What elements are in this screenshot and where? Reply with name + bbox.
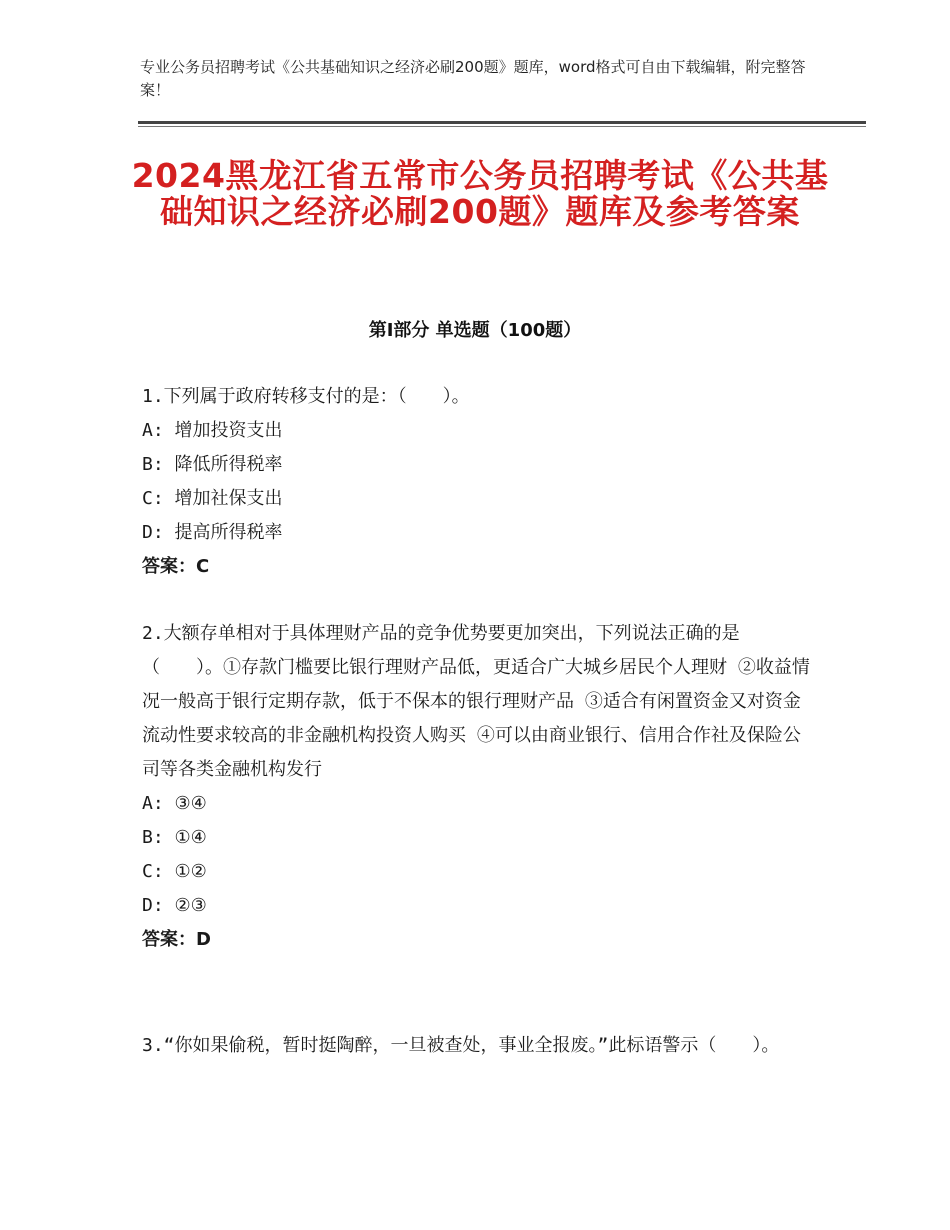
question-stem: 2.大额存单相对于具体理财产品的竞争优势要更加突出，下列说法正确的是（ ）。①存款门槛要比银行理财产品低，更适合广大城乡居民个人理财 ②收益情况一般高于银行定期存款，低于不保本的银行理财产品 ③适合有闲置资金又对资金流动性要求较高的非金融机构投资人购买 ④可以由商业银行、信用合作社及保险公司等各类金融机构发行: [142, 623, 810, 780]
header-divider-thin: [138, 126, 866, 127]
option-d: D: ②③: [142, 895, 207, 916]
section-title: 第Ⅰ部分 单选题（100题）: [368, 320, 582, 341]
option-c: C: ①②: [142, 861, 207, 882]
question-3: [142, 1029, 812, 1063]
question-2: [142, 617, 812, 957]
option-b: B: ①④: [142, 827, 207, 848]
option-a: A: ③④: [142, 793, 207, 814]
option-a: A: 增加投资支出: [142, 420, 283, 441]
document-title: 2024黑龙江省五常市公务员招聘考试《公共基础知识之经济必刷200题》题库及参考答案: [131, 156, 829, 231]
answer: 答案：C: [142, 556, 210, 577]
option-c: C: 增加社保支出: [142, 488, 283, 509]
question-1: [142, 380, 812, 584]
option-b: B: 降低所得税率: [142, 454, 283, 475]
question-stem: 1.下列属于政府转移支付的是：（ ）。: [142, 386, 470, 407]
header-note: 专业公务员招聘考试《公共基础知识之经济必刷200题》题库，word格式可自由下载编辑，附完整答案！: [140, 58, 806, 99]
answer: 答案：D: [142, 929, 211, 950]
option-d: D: 提高所得税率: [142, 522, 283, 543]
header-divider-thick: [138, 121, 866, 124]
question-stem: 3.“你如果偷税，暂时挺陶醉，一旦被查处，事业全报废。”此标语警示（ ）。: [142, 1035, 780, 1056]
